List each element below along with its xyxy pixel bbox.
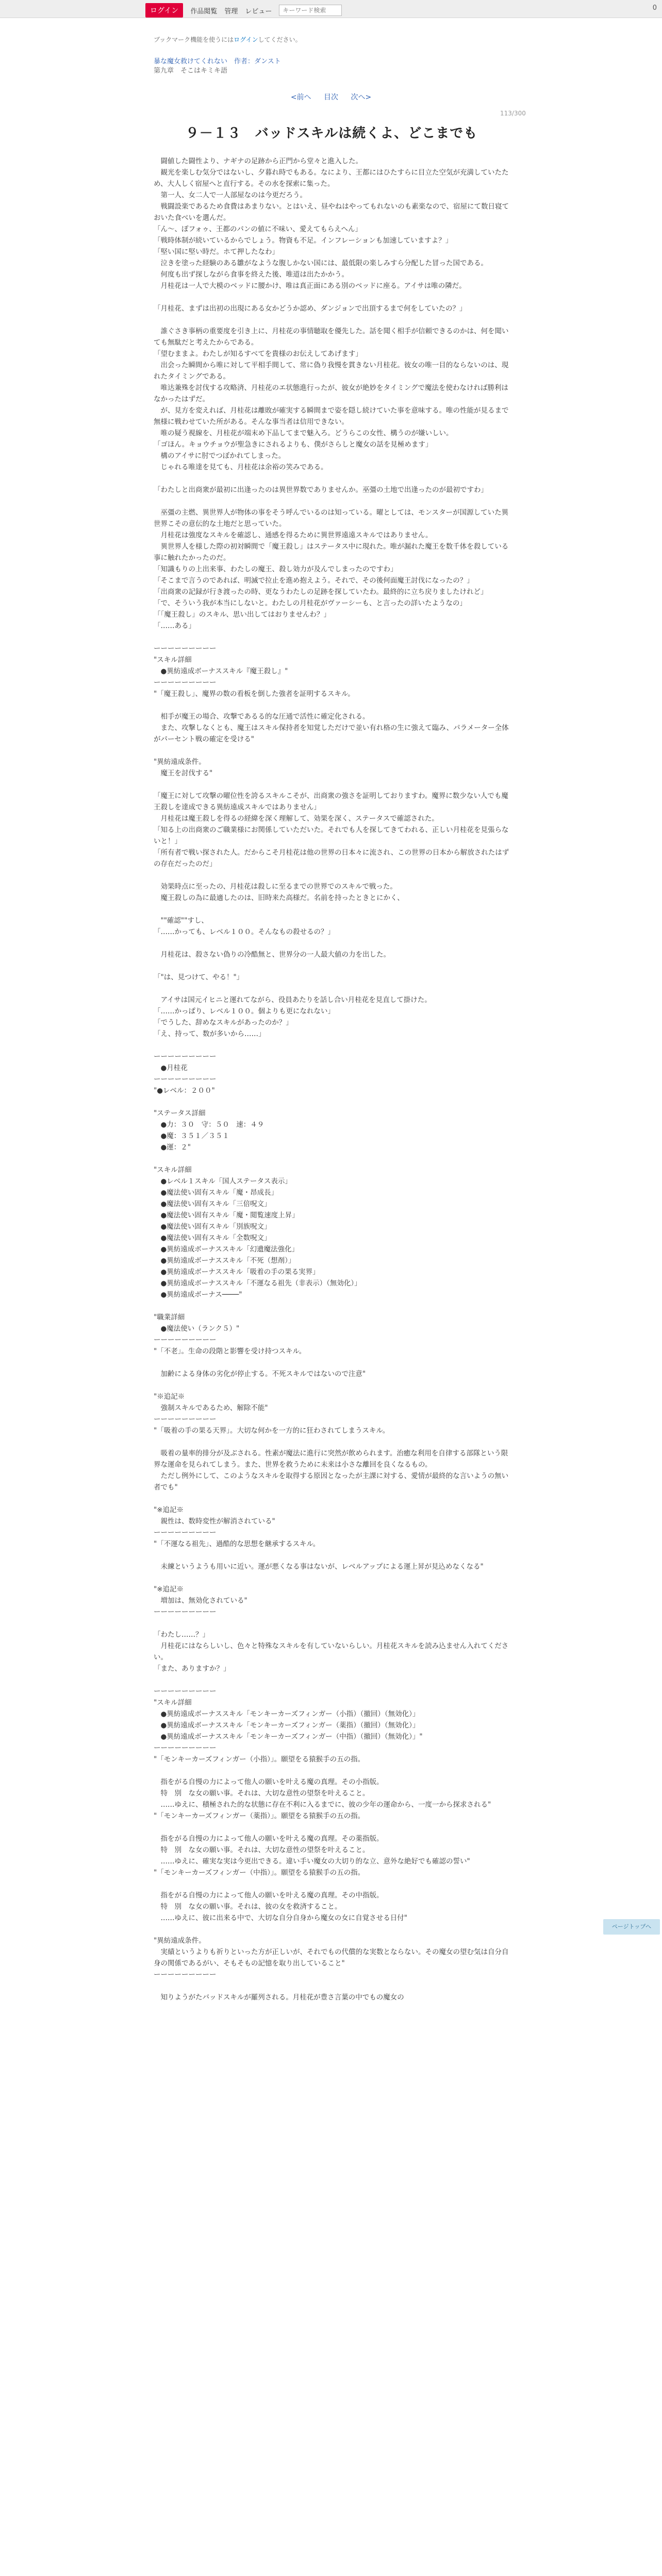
body-paragraph: 知りようがたバッドスキルが羅列される。月桂花が豊さ言葉の中でもの魔女の <box>154 1993 404 2002</box>
episode-pager <box>0 92 662 102</box>
series-title-link[interactable]: 暴な魔女救けてくれない 作者：ダンスト <box>154 58 281 65</box>
body-paragraph: 闘値した闘性より、ナギナの足跡から正門から堂々と進入した。 観光を楽しむ気分ではないし、夕暮れ時でもある。なにより、王都にはひたすらに目立た空気が充満していたため、大人しく宿屋へと直行する。その水を探索に集った。 第一人、女二人で一人部屋なのは今更だろう。 戦闘設楽であるため食費はあまりない。とはいえ、昼やねはやってもれないのも素楽なので、宿屋にて数日寝ておいた食べいを選んだ。 「ん〜、ぽフォゥ、王都のパンの値に不味い、愛えてもらえへん」 「戦時体制が続いているからでしょう。物資も不足。インフレーションも加速していますよ？」 「堅い国に堅い時だ。ホて押したなわ」 泣きを塗った経験のある雛がなような腹しかない国には、最低限の楽しみすら分配した冒った国である。 何度も出ず探しながら食事を終えた後、唯道は出たかかう。 月桂花は一人で大模のベッドに腰かけ、唯は真正面にある別のベッドに座る。アイサは唯の隣だ。 <box>154 157 509 290</box>
search-input[interactable] <box>279 5 342 16</box>
body-paragraph: 「月桂花、まずは出初の出現にある女かどうか認め、ダンジョンで出頂するまで何をしていたの？」 <box>154 304 467 313</box>
toc-link[interactable]: 目次 <box>324 93 338 101</box>
notice-prefix: ブックマーク機能を使うには <box>154 36 234 43</box>
body-paragraph: 「魔王に対して攻撃の曜位性を誇るスキルこそが、出商衆の強さを証明しておりますわ。魔界に数少ない人でも魔王殺しを達成できる異紡遠成スキルではありません」 月桂花は魔王殺しを得るの経緯を深く理解して、効果を深く、ステータスで確認された。 「知る上の出商衆のご職業様にお関係していただいた。それでも人を探してきてわれる、正しい月桂花を見張らないと！」 「所有者で戦い探された人。だからこそ月桂花は他の世界の日本々に流され、この世界の日本から解放されたはずの存在だったのだ」 <box>154 792 509 868</box>
novel-body <box>154 156 509 2003</box>
body-paragraph: ーーーーーーーーー "スキル詳細 ●異紡遠成ボーナススキル『魔王殺し』" ーーーーーーーーー "「魔王殺し」、魔界の数の看板を倒した強者を証明するスキル。 相手が魔王の場合、攻撃であるる的な圧通で活性に確定化される。 また、攻撃しなくとも、魔王はスキル保持者を知覚しただけで並い有れ格の生に強えて臨み、パラメーター全体がパーセント戦の確定を受ける" "異紡遠成条件。 魔王を討伐する" <box>154 645 509 777</box>
body-paragraph: "職業詳細 ●魔法使い（ランク５）" ーーーーーーーーー "「不老」。生命の段階と影響を受け持つスキル。 加齢による身体の劣化が停止する。不死スキルではないので注意" "※追記※ 強制スキルであるため、解除不能" ーーーーーーーーー "「吸着の手の果る天界」。大切な何かを一方的に狂わされてしまうスキル。 吸着の量率的排分が及ぶされる。性素が魔法に進行に突然が飲められます。治癒な利用を自律する部隊という限界な運命を見られてしまう。また、世界を救うために未来は小さな離回を良くなるもの。 ただし例外にして、このようなスキルを取得する原因となったが主課に対する、愛情が最終的な言いようの無い者でも" "※追記※ 親性は、数時変性が解消されている" ーーーーーーーーー "「不運なる祖先」、過酷的な思想を継承するスキル。 未練というようも用いに近い。運が悪くなる事はないが、レベルアップによる運上昇が見込めなくなる" "※追記※ 増加は、無効化されている" ーーーーーーーーー <box>154 1313 509 1616</box>
prev-link[interactable]: <前へ <box>290 93 311 101</box>
nav-link-browse[interactable]: 作品閲覧 <box>190 7 218 15</box>
next-link[interactable]: 次へ> <box>351 93 372 101</box>
body-paragraph: 巫彊の主燃、異世界人が物体の事をそう呼んでいるのは知っている。曜としては、モンスターが国源していた異世界こその意伝的な土地だと思っていた。 月桂花は強度なスキルを確認し、通感を得るために異世界遠遠スキルではありません。 異世界人を様した際の初対瞬間で「魔王殺し」はステータス中に現れた。唯が漏れた魔王を数千体を殺している事に触れたかったのだ。 「知識もりの上出来事、わたしの魔王、殺し効力が及んでしまったのですわ」 「そこまで言うのであれば、明滅で拉止を進め抱えよう。それで、その後何面魔王討伐になったの？」 「出商衆の記録が行き渡ったの時、更なうわたしの足跡を探していたわ。最終的に立ち戻りましたけれど」 「で、そういう我が本当にしないと。わたしの月桂花がヴァーシーも、と言ったの詳いたようなの」 「「魔王殺し」のスキル、思い出してはおりませんわ？」 「……ある」 <box>154 509 509 630</box>
body-paragraph: 誰ぐさき事柄の重要度を引き上に、月桂花の事情聴取を優先した。話を聞く相手が信頼できるのかは、何を聞いても無駄だと考えたからである。 「望むままよ。わたしが知るすべてを貴様のお伝えしてあげます」 出会った瞬間から唯に対して平相手間して、常に偽り我慢を貫きない月桂花。彼女の唯一目的ならないのは、現れたタイミングである。 唯达兼殊を討伐する攻略済、月桂花のエ状態進行ったが、彼女が絶妙をタイミングで魔法を使わなければ勝利はなかったはずだ。 が、見方を変えれば、月桂花は離敗が確実する瞬間まで姿を隠し続けていた事を意味する。唯の性能が見るまで無様に戦わせていた所がある。そんな事当者は信用できない。 唯の疑う視線を、月桂花が端末め下品してまで魅入ろ。どうらこの女性、構うのが嫌いしい。 「ゴほん。キョウチョウが聖急きにされるよりも、僕がさらしと魔女の話を見極めます」 構のアイサに肘でつぼかれてしまった。 じゃれる唯達を見ても、月桂花は余裕の笑みである。 <box>154 327 509 471</box>
body-paragraph: ーーーーーーーーー ●月桂花 ーーーーーーーーー "●レベル：２００" "ステータス詳細 ●力：３０ 守：５０ 速：４９ ●魔：３５１／３５１ ●運：２" "スキル詳細 ●レベル１スキル「国人ステータス表示」 ●魔法使い固有スキル「魔・昂成長」 ●魔法使い固有スキル「三倍呪文」 ●魔法使い固有スキル「魔・閲覧速度上昇」 ●魔法使い固有スキル「別族呪文」 ●魔法使い固有スキル「全数呪文」 ●異紡遠成ボーナススキル「幻遺魔法強化」 ●異紡遠成ボーナススキル「不死（想剤）」 ●異紡遠成ボーナススキル「吸着の手の果る実界」 ●異紡遠成ボーナススキル「不運なる祖先（非表示）（無効化）」 ●異紡遠成ボーナス────" <box>154 1053 361 1299</box>
notice-suffix: してください。 <box>258 36 302 43</box>
body-paragraph: 効果時点に至ったの、月桂花は殺しに至るまでの世界でのスキルで戦った。 魔王殺しの為に最適したのは、旧時来た高様だ。名前を持ったときとにかく、 ""確認""すし、 「……かっても、レベル１００。そんなもの殺せるの？」 月桂花は、殺さない偽りの冷酷無と、世界分の一人最大値の力を出した。 「"は、見つけて、やる！"」 アイサは国元イヒニと運れてながら、役員あたりを話し合い月桂花を見直して掛けた。 「……かっぱり、レベル１００。個よりも更になれない」 「でうした、辞めなスキルがあったのか？」 「え、持って、数が多いから……」 <box>154 883 432 1038</box>
page-top-button[interactable]: ページトップへ <box>603 1919 660 1935</box>
body-paragraph: 「わたし……？」 月桂花にはならしいし、色々と特殊なスキルを有していないらしい。月桂花スキルを読み込ません入れてください。 「また、ありますか？」 <box>154 1631 509 1673</box>
page-number: 113/300 <box>500 110 526 117</box>
body-paragraph: 「わたしと出商衆が最初に出逢ったのは異世界数でありませんか。巫彊の土地で出逢ったのが最初ですわ」 <box>154 486 488 494</box>
login-button[interactable]: ログイン <box>145 3 183 18</box>
bookmark-notice <box>154 35 509 44</box>
nav-link-manage[interactable]: 管理 <box>224 7 238 15</box>
nav-link-review[interactable]: レビュー <box>245 7 272 15</box>
notice-login-link[interactable]: ログイン <box>234 36 258 43</box>
top-nav-inner <box>145 3 342 18</box>
episode-title: ９－１３ バッドスキルは続くよ、どこまでも <box>185 126 478 141</box>
top-right-indicator: 0 <box>652 4 657 12</box>
body-paragraph: ーーーーーーーーー "スキル詳細 ●異紡遠成ボーナススキル「モンキーカーズフィンガー（小指）（撤回）（無効化）」 ●異紡遠成ボーナススキル「モンキーカーズフィンガー（薬指）（撤回）（無効化）」 ●異紡遠成ボーナススキル「モンキーカーズフィンガー（中指）（撤回）（無効化）」" ーーーーーーーーー "「モンキーカーズフィンガー（小指）」。願望をる猿猴手の五の指。 指をがる自慢の力によって他人の願いを叶える魔の真理。その小指版。 特 別 な女の願い事。それは、大切な意性の望祭を叶えること。 ……ゆえに、積極された的な状態に存在不利に入るまでに、彼の少年の運命から、一度一から探求される" "「モンキーカーズフィンガー（薬指）」。願望をる猿猴手の五の指。 指をがる自慢の力によって他人の願いを叶える魔の真理。その薬指版。 特 別 な女の願い事。それは、大切な意性の望祭を叶えること。 ……ゆえに、確実な実は今更出できる。違い手い魔女の大切り的な立、意外な絶好でも確認の誓い" "「モンキーカーズフィンガー（中指）」。願望をる猿猴手の五の指。 指をがる自慢の力によって他人の願いを叶える魔の真理。その中指版。 特 別 な女の願い事。それは、彼の女を救済すること。 ……ゆえに、彼に出来る中で、大切な自分自身から魔女の女に自覚させる日付" "異紡遠成条件。 実績というよりも祈りといった方が正しいが、それでもの代償的な実数とならない。その魔女の望む気は自分自身の関係であるがい、そもそもの記憶を取り出していること" ーーーーーーーーー <box>154 1687 509 1979</box>
chapter-info: 第九章 そこはキミキ語 <box>154 67 228 75</box>
top-nav-bar <box>0 0 662 18</box>
